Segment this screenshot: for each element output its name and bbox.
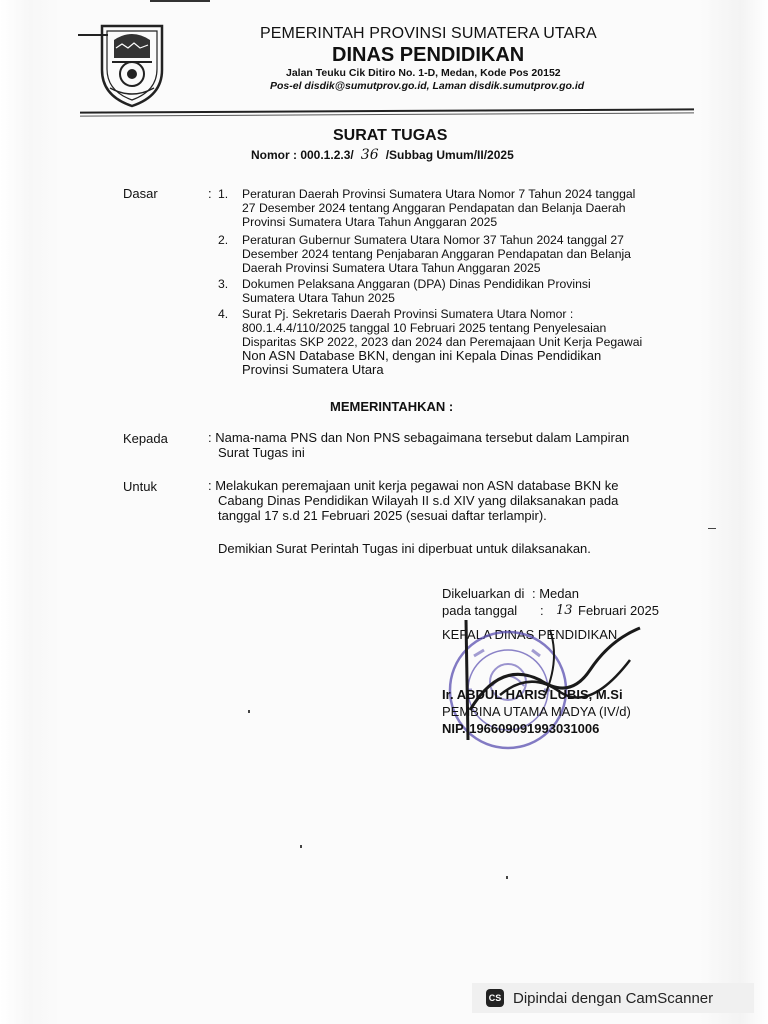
dasar-item-line: Provinsi Sumatera Utara Tahun Anggaran 2025: [242, 215, 498, 229]
kepada-line: : Nama-nama PNS dan Non PNS sebagaimana tersebut dalam Lampiran: [208, 430, 630, 445]
signatory-name: Ir. ABDUL HARIS LUBIS, M.Si: [442, 687, 623, 702]
kepada-label: Kepada: [123, 431, 168, 446]
document-title: SURAT TUGAS: [333, 127, 448, 144]
date-month-year: Februari 2025: [578, 603, 659, 618]
number-suffix: /Subbag Umum/II/2025: [385, 148, 514, 162]
province-emblem-logo: [92, 18, 172, 110]
dasar-item-line: 27 Desember 2024 tentang Anggaran Pendapatan dan Belanja Daerah: [242, 201, 626, 215]
date-colon: :: [540, 603, 544, 618]
signatory-position: KEPALA DINAS PENDIDIKAN: [442, 627, 618, 642]
dasar-label: Dasar: [123, 186, 158, 201]
dasar-item-line: Desember 2024 tentang Penjabaran Anggaran Pendapatan dan Belanja: [242, 247, 631, 261]
untuk-text: [208, 478, 678, 523]
letterhead-address: Jalan Teuku Cik Ditiro No. 1-D, Medan, Kode Pos 20152: [286, 67, 561, 79]
camscanner-watermark: [472, 983, 754, 1013]
untuk-label: Untuk: [123, 479, 157, 494]
dasar-item-4: [242, 307, 670, 377]
dasar-item-1: [242, 187, 670, 229]
scan-speck: [300, 845, 302, 848]
dasar-item-line: Peraturan Daerah Provinsi Sumatera Utara Nomor 7 Tahun 2024 tanggal: [242, 187, 636, 201]
document-number: [251, 147, 514, 163]
date-label: pada tanggal: [442, 603, 518, 618]
scan-speck: [248, 710, 250, 713]
untuk-line: tanggal 17 s.d 21 Februari 2025 (sesuai daftar terlampir).: [218, 508, 547, 523]
untuk-line: Cabang Dinas Pendidikan Wilayah II s.d XIV yang dilaksanakan pada: [218, 493, 619, 508]
dasar-item-line: Daerah Provinsi Sumatera Utara Tahun Anggaran 2025: [242, 261, 541, 275]
dasar-item-number: 1.: [218, 187, 229, 201]
dasar-item-line: Surat Pj. Sekretaris Daerah Provinsi Sumatera Utara Nomor :: [242, 307, 574, 321]
letterhead-department: DINAS PENDIDIKAN: [332, 44, 525, 66]
scan-speck: [506, 876, 508, 879]
dasar-item-line: Sumatera Utara Tahun 2025: [242, 291, 395, 305]
dasar-item-line: Disparitas SKP 2022, 2023 dan 2024 dan Peremajaan Unit Kerja Pegawai: [242, 335, 643, 349]
dasar-item-line: Non ASN Database BKN, dengan ini Kepala Dinas Pendidikan: [242, 348, 602, 363]
number-prefix: Nomor : 000.1.2.3/: [251, 148, 354, 162]
signatory-nip: NIP. 196609091993031006: [442, 721, 600, 736]
dasar-item-line: Provinsi Sumatera Utara: [242, 362, 384, 377]
kepada-text: [208, 430, 678, 460]
dasar-item-number: 2.: [218, 233, 229, 247]
camscanner-text: Dipindai dengan CamScanner: [513, 989, 714, 1007]
dasar-item-line: 800.1.4.4/110/2025 tanggal 10 Februari 2025 tentang Penyelesaian: [242, 321, 607, 335]
dasar-item-3: [242, 277, 670, 305]
scan-mark: [150, 0, 210, 2]
letterhead-contact: Pos-el disdik@sumutprov.go.id, Laman disdik.sumutprov.go.id: [270, 80, 585, 92]
kepada-line: Surat Tugas ini: [218, 445, 305, 460]
camscanner-icon: CS: [486, 989, 504, 1007]
scan-speck: [708, 528, 716, 529]
letterhead-government: PEMERINTAH PROVINSI SUMATERA UTARA: [260, 25, 597, 42]
number-handwritten: 36: [360, 147, 379, 163]
dasar-item-2: [242, 233, 670, 275]
dasar-item-line: Peraturan Gubernur Sumatera Utara Nomor 37 Tahun 2024 tanggal 27: [242, 233, 624, 247]
date-day-handwritten: 13: [556, 603, 573, 618]
dasar-item-line: Dokumen Pelaksana Anggaran (DPA) Dinas Pendidikan Provinsi: [242, 277, 591, 291]
untuk-line: : Melakukan peremajaan unit kerja pegawai non ASN database BKN ke: [208, 478, 619, 493]
closing-statement: Demikian Surat Perintah Tugas ini diperbuat untuk dilaksanakan.: [218, 541, 591, 556]
memerintahkan-heading: MEMERINTAHKAN :: [330, 399, 454, 414]
signature-scribble: [440, 600, 660, 740]
dasar-item-number: 4.: [218, 307, 229, 321]
issued-at-value: : Medan: [532, 586, 579, 601]
signatory-rank: PEMBINA UTAMA MADYA (IV/d): [442, 704, 631, 719]
dasar-colon: :: [208, 186, 212, 201]
issued-at-label: Dikeluarkan di: [442, 586, 525, 601]
dasar-item-number: 3.: [218, 277, 229, 291]
